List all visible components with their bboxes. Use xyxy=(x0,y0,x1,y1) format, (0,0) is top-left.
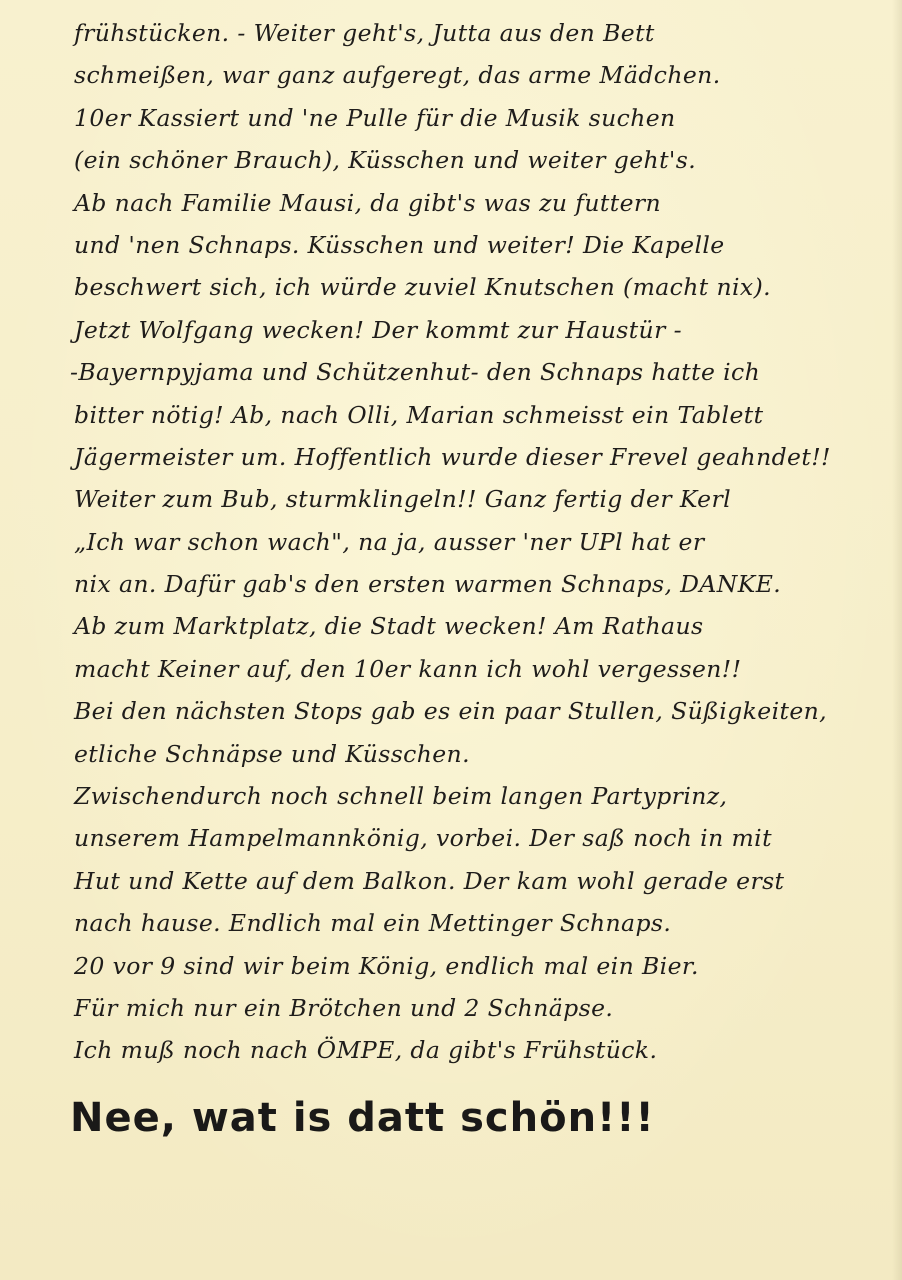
text-line-1: frühstücken. - Weiter geht's, Jutta aus den Bett xyxy=(74,19,655,47)
page-edge-shadow xyxy=(892,0,902,1280)
text-line-18: etliche Schnäpse und Küsschen. xyxy=(74,739,470,768)
text-line-14: nix an. Dafür gab's den ersten warmen Schnaps, DANKE. xyxy=(74,570,782,599)
text-line-8: Jetzt Wolfgang wecken! Der kommt zur Haustür - xyxy=(74,315,682,344)
text-line-13: „Ich war schon wach", na ja, ausser 'ner UPl hat er xyxy=(74,527,705,556)
text-line-6: und 'nen Schnaps. Küsschen und weiter! Die Kapelle xyxy=(74,230,725,259)
text-line-20: unserem Hampelmannkönig, vorbei. Der saß noch in mit xyxy=(74,824,772,853)
text-line-17: Bei den nächsten Stops gab es ein paar Stullen, Süßigkeiten, xyxy=(74,697,828,726)
text-line-12: Weiter zum Bub, sturmklingeln!! Ganz fertig der Kerl xyxy=(74,485,732,514)
text-line-25: Ich muß noch nach ÖMPE, da gibt's Frühstück. xyxy=(74,1036,658,1065)
closing-exclamation: Nee, wat is datt schön!!! xyxy=(70,1095,655,1141)
text-line-24: Für mich nur ein Brötchen und 2 Schnäpse. xyxy=(74,993,614,1022)
text-line-2: schmeißen, war ganz aufgeregt, das arme Mädchen. xyxy=(74,61,721,90)
text-line-7: beschwert sich, ich würde zuviel Knutschen (macht nix). xyxy=(74,273,772,302)
text-line-9: -Bayernpyjama und Schützenhut- den Schnaps hatte ich xyxy=(70,358,761,387)
text-line-4: (ein schöner Brauch), Küsschen und weiter geht's. xyxy=(74,146,697,175)
text-line-23: 20 vor 9 sind wir beim König, endlich mal ein Bier. xyxy=(74,951,699,980)
text-line-21: Hut und Kette auf dem Balkon. Der kam wohl gerade erst xyxy=(74,866,785,895)
handwritten-text-block xyxy=(70,12,874,1072)
text-line-16: macht Keiner auf, den 10er kann ich wohl vergessen!! xyxy=(74,654,742,683)
text-line-5: Ab nach Familie Mausi, da gibt's was zu futtern xyxy=(74,188,662,217)
text-line-22: nach hause. Endlich mal ein Mettinger Schnaps. xyxy=(74,909,672,938)
text-line-15: Ab zum Marktplatz, die Stadt wecken! Am Rathaus xyxy=(74,612,704,641)
text-line-10: bitter nötig! Ab, nach Olli, Marian schmeisst ein Tablett xyxy=(74,400,764,429)
text-line-19: Zwischendurch noch schnell beim langen Partyprinz, xyxy=(74,782,728,811)
text-line-3: 10er Kassiert und 'ne Pulle für die Musik suchen xyxy=(74,103,676,132)
text-line-11: Jägermeister um. Hoffentlich wurde dieser Frevel geahndet!! xyxy=(74,442,831,471)
